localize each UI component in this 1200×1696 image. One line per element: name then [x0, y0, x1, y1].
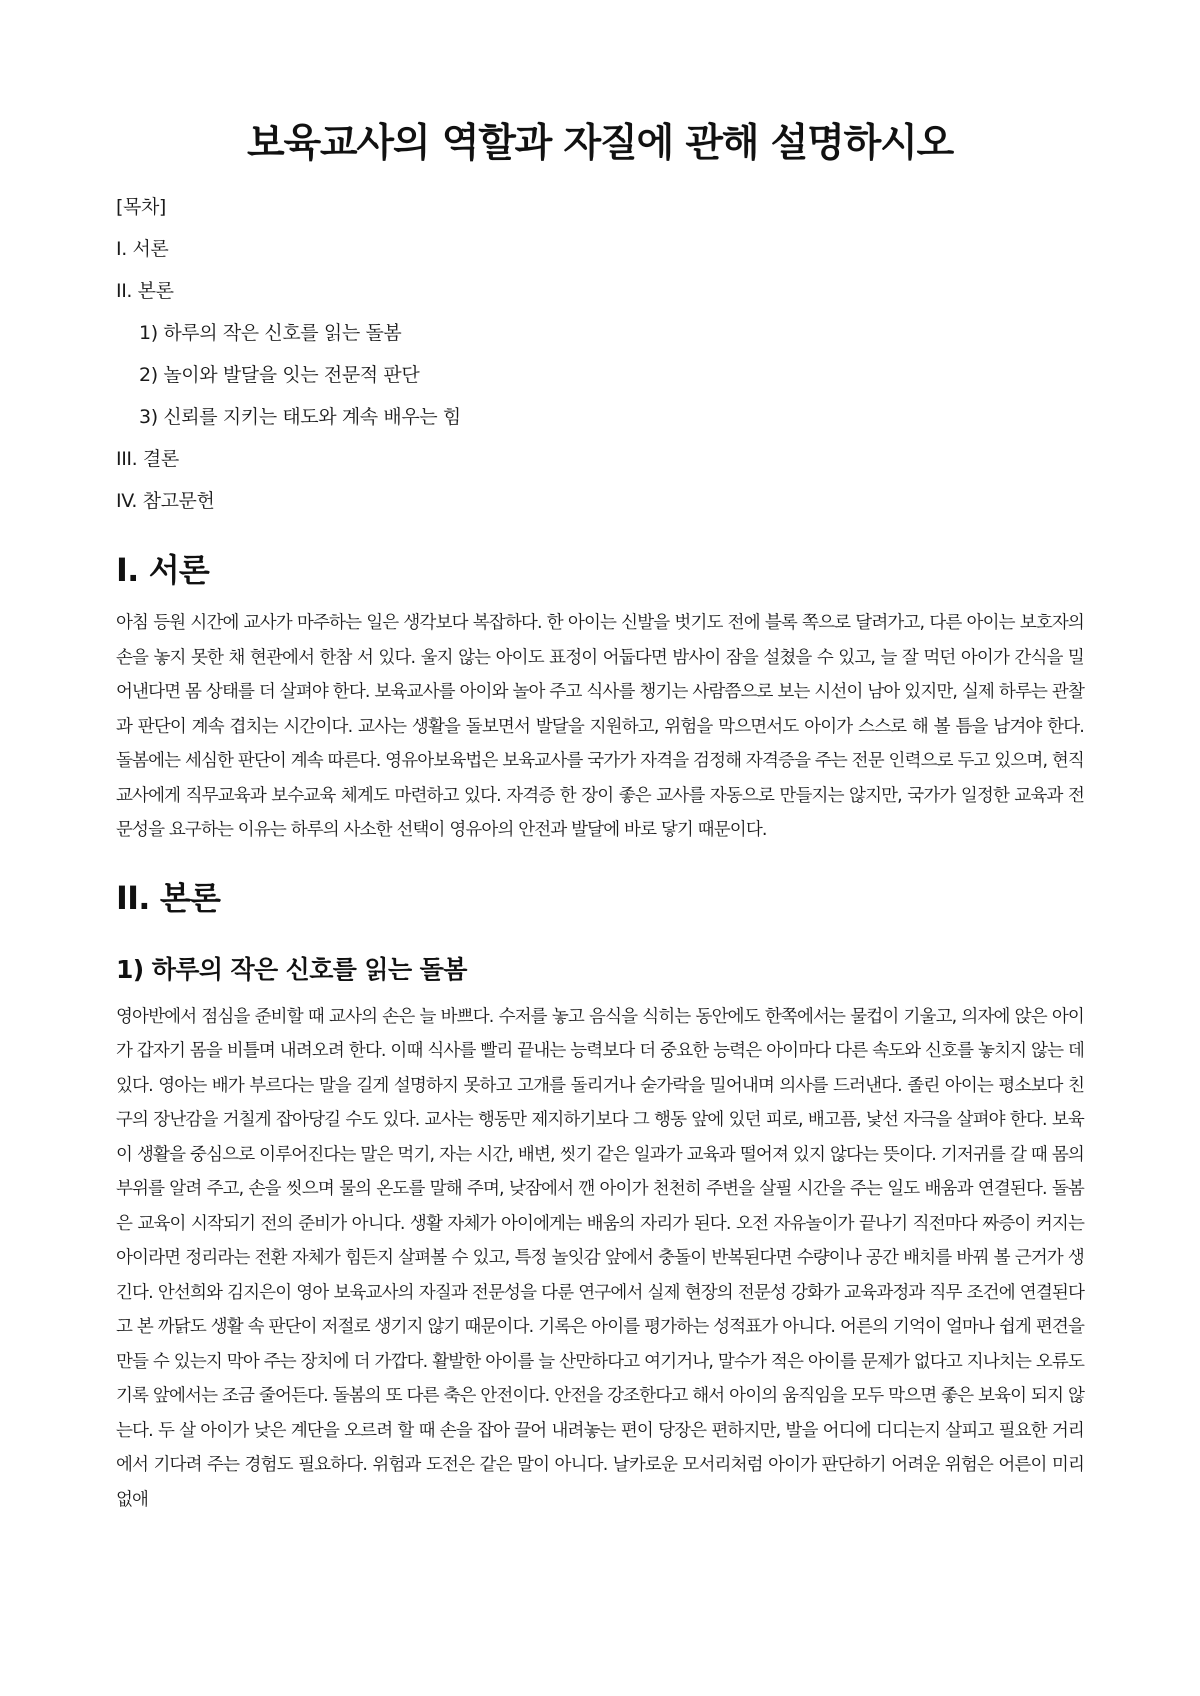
- intro-paragraph: 아침 등원 시간에 교사가 마주하는 일은 생각보다 복잡하다. 한 아이는 신발을 벗기도 전에 블록 쪽으로 달려가고, 다른 아이는 보호자의 손을 놓지 못한 채 현관에서 한참 서 있다. 울지 않는 아이도 표정이 어둡다면 밤사이 잠을 설쳤을 수 있고, 늘 잘 먹던 아이가 간식을 밀어낸다면 몸 상태를 더 살펴야 한다. 보육교사를 아이와 놀아 주고 식사를 챙기는 사람쯤으로 보는 시선이 남아 있지만, 실제 하루는 관찰과 판단이 계속 겹치는 시간이다. 교사는 생활을 돌보면서 발달을 지원하고, 위험을 막으면서도 아이가 스스로 해 볼 틈을 남겨야 한다. 돌봄에는 세심한 판단이 계속 따른다. 영유아보육법은 보육교사를 국가가 자격을 검정해 자격증을 주는 전문 인력으로 두고 있으며, 현직 교사에게 직무교육과 보수교육 체계도 마련하고 있다. 자격증 한 장이 좋은 교사를 자동으로 만들지는 않지만, 국가가 일정한 교육과 전문성을 요구하는 이유는 하루의 사소한 선택이 영유아의 안전과 발달에 바로 닿기 때문이다.: [116, 613, 1084, 840]
- section-heading-body: II. 본론: [116, 878, 221, 917]
- toc-item-body: II. 본론: [116, 280, 174, 302]
- toc-item-body-3: 3) 신뢰를 지키는 태도와 계속 배우는 힘: [139, 406, 461, 428]
- toc-item-body-2: 2) 놀이와 발달을 잇는 전문적 판단: [139, 364, 420, 386]
- toc-item-conclusion: III. 결론: [116, 448, 179, 470]
- toc-item-references: IV. 참고문헌: [116, 490, 215, 512]
- toc-heading: [목차]: [116, 196, 166, 218]
- toc-item-intro: I. 서론: [116, 238, 169, 260]
- toc-item-body-1: 1) 하루의 작은 신호를 읽는 돌봄: [139, 322, 402, 344]
- subsection-1-paragraph: 영아반에서 점심을 준비할 때 교사의 손은 늘 바쁘다. 수저를 놓고 음식을 식히는 동안에도 한쪽에서는 물컵이 기울고, 의자에 앉은 아이가 갑자기 몸을 비틀며 내려오려 한다. 이때 식사를 빨리 끝내는 능력보다 더 중요한 능력은 아이마다 다른 속도와 신호를 놓치지 않는 데 있다. 영아는 배가 부르다는 말을 길게 설명하지 못하고 고개를 돌리거나 숟가락을 밀어내며 의사를 드러낸다. 졸린 아이는 평소보다 친구의 장난감을 거칠게 잡아당길 수도 있다. 교사는 행동만 제지하기보다 그 행동 앞에 있던 피로, 배고픔, 낯선 자극을 살펴야 한다. 보육이 생활을 중심으로 이루어진다는 말은 먹기, 자는 시간, 배변, 씻기 같은 일과가 교육과 떨어져 있지 않다는 뜻이다. 기저귀를 갈 때 몸의 부위를 알려 주고, 손을 씻으며 물의 온도를 말해 주며, 낮잠에서 깬 아이가 천천히 주변을 살필 시간을 주는 일도 배움과 연결된다. 돌봄은 교육이 시작되기 전의 준비가 아니다. 생활 자체가 아이에게는 배움의 자리가 된다. 오전 자유놀이가 끝나기 직전마다 짜증이 커지는 아이라면 정리라는 전환 자체가 힘든지 살펴볼 수 있고, 특정 놀잇감 앞에서 충돌이 반복된다면 수량이나 공간 배치를 바꿔 볼 근거가 생긴다. 안선희와 김지은이 영아 보육교사의 자질과 전문성을 다룬 연구에서 실제 현장의 전문성 강화가 교육과정과 직무 조건에 연결된다고 본 까닭도 생활 속 판단이 저절로 생기지 않기 때문이다. 기록은 아이를 평가하는 성적표가 아니다. 어른의 기억이 얼마나 쉽게 편견을 만들 수 있는지 막아 주는 장치에 더 가깝다. 활발한 아이를 늘 산만하다고 여기거나, 말수가 적은 아이를 문제가 없다고 지나치는 오류도 기록 앞에서는 조금 줄어든다. 돌봄의 또 다른 축은 안전이다. 안전을 강조한다고 해서 아이의 움직임을 모두 막으면 좋은 보육이 되지 않는다. 두 살 아이가 낮은 계단을 오르려 할 때 손을 잡아 끌어 내려놓는 편이 당장은 편하지만, 발을 어디에 디디는지 살피고 필요한 거리에서 기다려 주는 경험도 필요하다. 위험과 도전은 같은 말이 아니다. 날카로운 모서리처럼 아이가 판단하기 어려운 위험은 어른이 미리 없애: [116, 1006, 1084, 1510]
- subsection-heading-1: 1) 하루의 작은 신호를 읽는 돌봄: [116, 954, 467, 984]
- section-heading-intro: I. 서론: [116, 551, 210, 589]
- document-title: 보육교사의 역할과 자질에 관해 설명하시오: [246, 121, 954, 166]
- table-of-contents: [116, 186, 1084, 522]
